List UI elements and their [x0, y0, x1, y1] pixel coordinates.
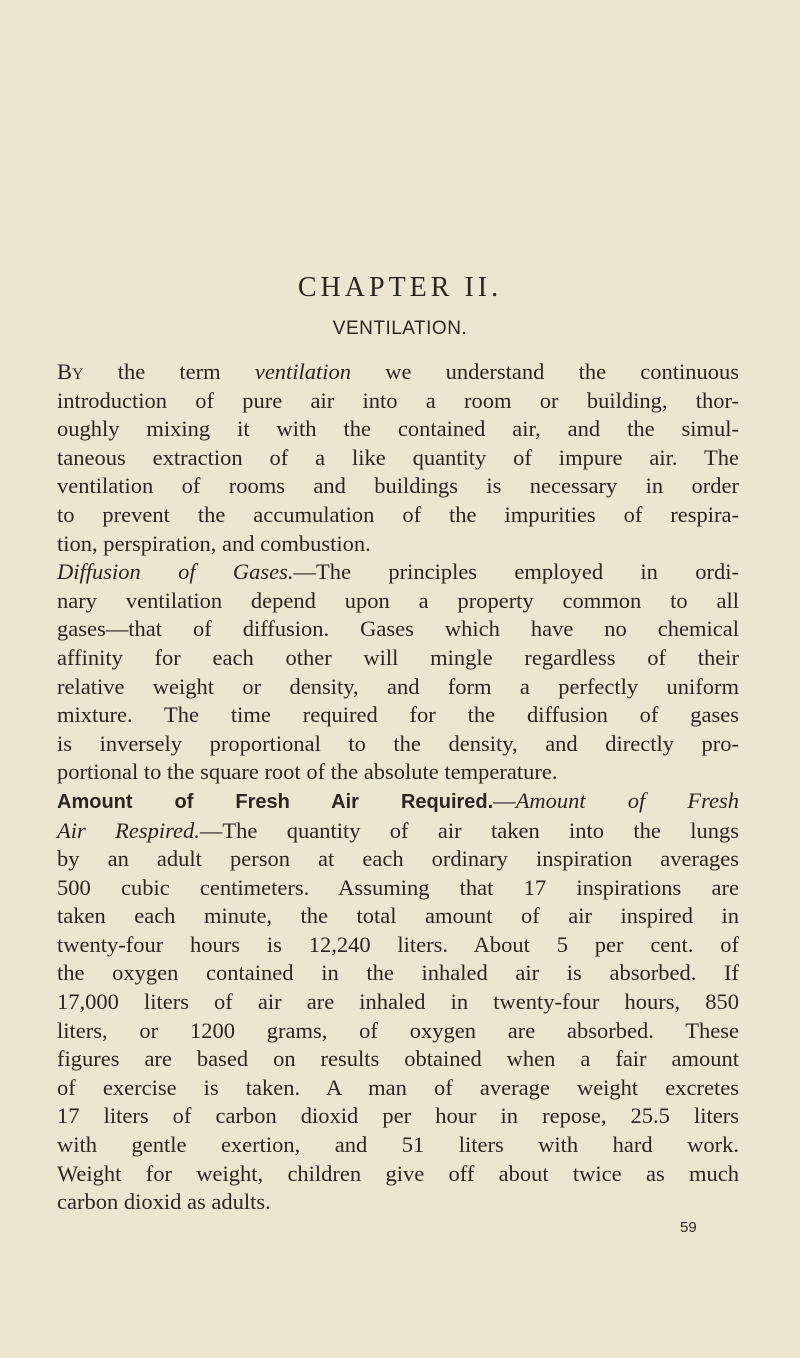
paragraph-line: the oxygen contained in the inhaled air is absorbed. If — [57, 960, 739, 986]
paragraph-line: relative weight or density, and form a perfectly uniform — [57, 673, 739, 699]
line-text: the term — [83, 359, 255, 384]
chapter-title: CHAPTER II. — [297, 272, 503, 303]
paragraph-line: liters, or 1200 grams, of oxygen are absorbed. These — [57, 1017, 739, 1043]
subheading-respired: Air Respired. — [57, 817, 200, 843]
paragraph-line: with gentle exertion, and 51 liters with hard work. — [57, 1132, 739, 1158]
paragraph-line: taneous extraction of a like quantity of impure air. The — [57, 444, 739, 470]
paragraph-line: is inversely proportional to the density, and directly pro- — [57, 730, 739, 756]
paragraph-line: tion, perspiration, and combustion. — [57, 530, 371, 556]
line-text: we understand the continuous — [351, 359, 739, 384]
term-ventilation: ventilation — [254, 359, 352, 384]
paragraph-line: to prevent the accumulation of the impurities of respira- — [57, 501, 739, 527]
paragraph-line: gases—that of diffusion. Gases which have no chemical — [57, 616, 739, 642]
heading-fresh-air: Amount of Fresh Air Required. — [57, 790, 494, 813]
page-number: 59 — [680, 1219, 697, 1236]
subheading-diffusion: Diffusion of Gases. — [57, 559, 294, 585]
paragraph-line: nary ventilation depend upon a property common to all — [57, 587, 739, 613]
line-text: —The principles employed in ordi- — [293, 559, 739, 585]
line-text: —The quantity of air taken into the lungs — [199, 817, 739, 843]
line-text: — — [493, 787, 516, 813]
paragraph-line — [57, 787, 739, 817]
paragraph-line: portional to the square root of the absolute temperature. — [57, 759, 558, 785]
paragraph-line — [57, 817, 739, 846]
subheading-amount: Amount of Fresh — [515, 787, 739, 813]
paragraph-line: Weight for weight, children give off about twice as much — [57, 1160, 739, 1186]
paragraph-line — [57, 558, 739, 587]
paragraph-line: figures are based on results obtained when a fair amount — [57, 1046, 739, 1072]
paragraph-line: taken each minute, the total amount of air inspired in — [57, 903, 739, 929]
paragraph-line: affinity for each other will mingle regardless of their — [57, 644, 739, 670]
paragraph-line: 17,000 liters of air are inhaled in twenty-four hours, 850 — [57, 989, 739, 1015]
paragraph-line — [57, 358, 739, 387]
paragraph-line: carbon dioxid as adults. — [57, 1189, 271, 1215]
paragraph-line: 17 liters of carbon dioxid per hour in repose, 25.5 liters — [57, 1103, 739, 1129]
paragraph-line: 500 cubic centimeters. Assuming that 17 inspirations are — [57, 874, 739, 900]
paragraph-line: twenty-four hours is 12,240 liters. About 5 per cent. of — [57, 931, 739, 957]
body-text — [57, 358, 739, 1217]
paragraph-line: ventilation of rooms and buildings is necessary in order — [57, 473, 739, 499]
paragraph-line: oughly mixing it with the contained air, and the simul- — [57, 416, 739, 442]
paragraph-line: by an adult person at each ordinary inspiration averages — [57, 846, 739, 872]
paragraph-line: introduction of pure air into a room or building, thor- — [57, 387, 739, 413]
section-heading: VENTILATION. — [332, 318, 468, 339]
lead-word: By — [57, 359, 84, 384]
paragraph-line: of exercise is taken. A man of average weight excretes — [57, 1074, 739, 1100]
paragraph-line: mixture. The time required for the diffusion of gases — [57, 702, 739, 728]
